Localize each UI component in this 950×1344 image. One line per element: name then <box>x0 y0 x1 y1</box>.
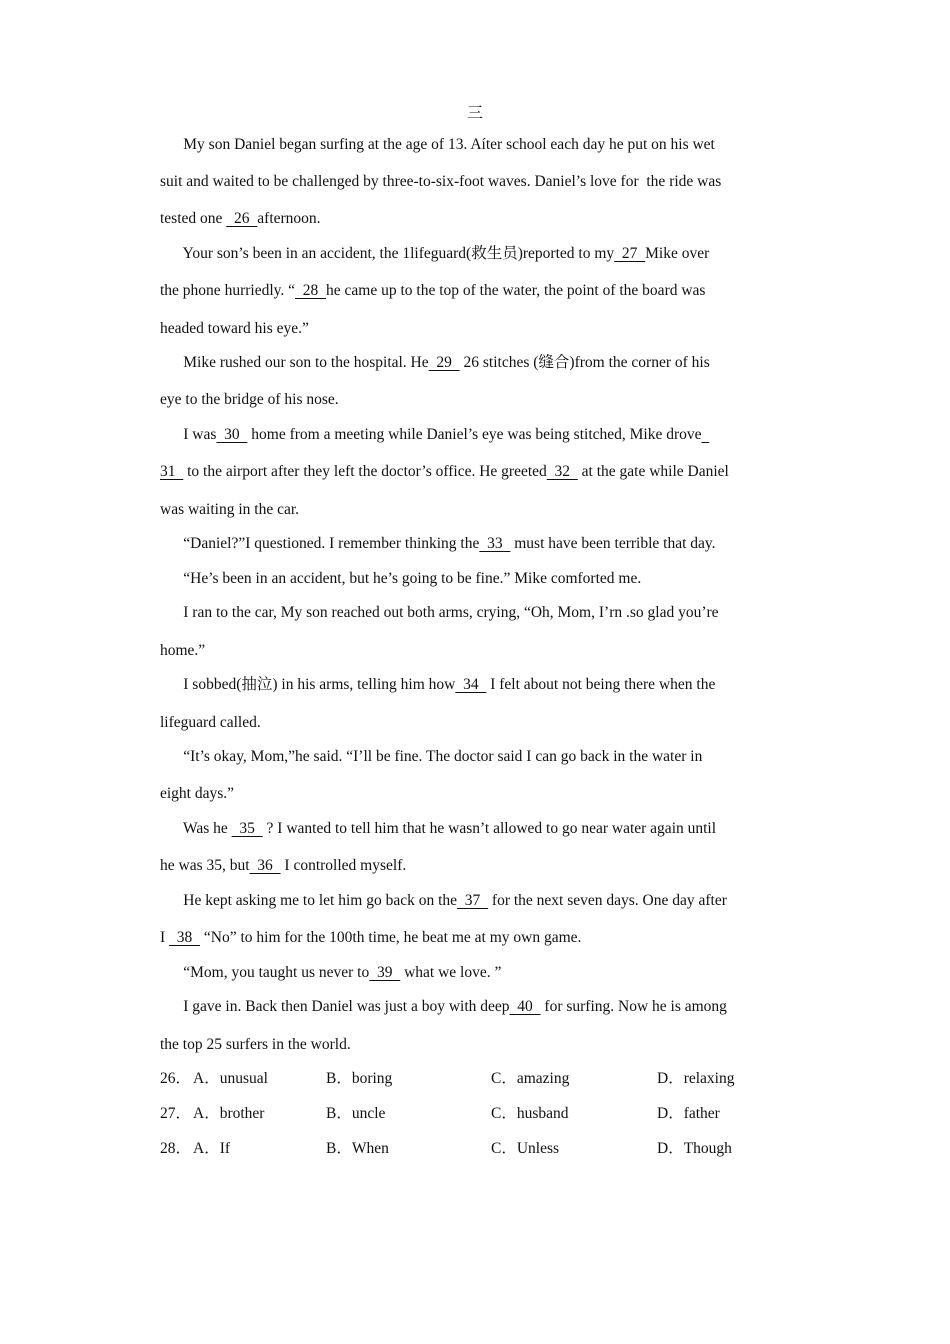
passage-line <box>160 713 261 733</box>
answer-blank <box>702 426 710 443</box>
answer-blank: 32 <box>546 463 578 480</box>
question-number: 26． <box>160 1070 192 1087</box>
passage-line <box>160 603 719 623</box>
passage-line <box>160 534 716 554</box>
section-heading: 三 <box>466 105 483 122</box>
passage-text: “It’s okay, Mom,”he said. “I’ll be fine. The doctor said I can go back in the water in <box>160 748 703 765</box>
passage-text: I sobbed(抽泣) in his arms, telling him how <box>160 676 456 693</box>
passage-text: I ran to the car, My son reached out both arms, crying, “Oh, Mom, I’rn .so glad you’re <box>160 604 719 621</box>
passage-line <box>160 997 727 1017</box>
answer-blank: 28 <box>295 282 327 299</box>
question-number: 27． <box>160 1105 192 1122</box>
passage-text: eight days.” <box>160 785 235 802</box>
passage-text: must have been terrible that day. <box>510 535 716 552</box>
passage-text: suit and waited to be challenged by three-to-six-foot waves. Daniel’s love for the ride was <box>160 173 722 190</box>
passage-line <box>160 390 339 410</box>
passage-text: home from a meeting while Daniel’s eye was being stitched, Mike drove <box>247 426 702 443</box>
passage-line <box>160 425 709 445</box>
passage-text: I was <box>160 426 217 443</box>
passage-line <box>160 319 309 339</box>
answer-blank: 37 <box>457 892 489 909</box>
answer-option: A．unusual <box>193 1070 268 1087</box>
passage-text: Mike over <box>645 245 710 262</box>
answer-blank: 26 <box>226 210 258 227</box>
answer-blank: 36 <box>249 857 281 874</box>
answer-option: B．When <box>326 1140 389 1157</box>
answer-blank: 27 <box>614 245 646 262</box>
passage-text: what we love. ” <box>400 964 502 981</box>
answer-option: C．amazing <box>491 1070 570 1087</box>
answer-option: A．If <box>193 1140 231 1157</box>
passage-text: I gave in. Back then Daniel was just a boy with deep <box>160 998 510 1015</box>
answer-option: B．boring <box>326 1070 393 1087</box>
passage-text: he was 35, but <box>160 857 250 874</box>
passage-line <box>160 928 581 948</box>
passage-text: I felt about not being there when the <box>486 676 716 693</box>
passage-text: Mike rushed our son to the hospital. He <box>160 354 429 371</box>
passage-line <box>160 281 705 301</box>
passage-text: to the airport after they left the doctor’s office. He greeted <box>183 463 547 480</box>
passage-line <box>160 353 710 373</box>
passage-text: he came up to the top of the water, the point of the board was <box>326 282 706 299</box>
passage-text: He kept asking me to let him go back on the <box>160 892 458 909</box>
answer-option: C．Unless <box>491 1140 560 1157</box>
passage-text: the top 25 surfers in the world. <box>160 1036 351 1053</box>
passage-text: “Mom, you taught us never to <box>160 964 370 981</box>
answer-option: C．husband <box>491 1105 569 1122</box>
answer-option: A．brother <box>193 1105 265 1122</box>
passage-line <box>160 209 321 229</box>
passage-text: at the gate while Daniel <box>577 463 729 480</box>
passage-line <box>160 675 715 695</box>
answer-option: D．father <box>657 1105 720 1122</box>
answer-option: D．relaxing <box>657 1070 735 1087</box>
passage-text: ? I wanted to tell him that he wasn’t allowed to go near water again until <box>262 820 717 837</box>
passage-text: Your son’s been in an accident, the 1lifeguard(救生员)reported to my <box>160 245 615 262</box>
passage-line <box>160 819 716 839</box>
passage-text: I <box>160 929 170 946</box>
passage-line <box>160 569 641 589</box>
passage-line <box>160 784 234 804</box>
passage-text: Was he <box>160 820 232 837</box>
passage-text: afternoon. <box>257 210 321 227</box>
passage-line <box>160 172 721 192</box>
passage-text: lifeguard called. <box>160 714 261 731</box>
passage-text: was waiting in the car. <box>160 501 300 518</box>
question-number: 28． <box>160 1140 192 1157</box>
passage-line <box>160 891 727 911</box>
answer-blank: 34 <box>455 676 487 693</box>
answer-blank: 31 <box>160 463 184 480</box>
passage-text: tested one <box>160 210 227 227</box>
passage-text: “He’s been in an accident, but he’s going to be fine.” Mike comforted me. <box>160 570 642 587</box>
passage-text: for surfing. Now he is among <box>540 998 727 1015</box>
passage-line <box>160 500 299 520</box>
passage-line <box>160 641 205 661</box>
answer-blank: 38 <box>169 929 201 946</box>
passage-text: home.” <box>160 642 206 659</box>
passage-line <box>160 856 406 876</box>
passage-text: 26 stitches (缝合)from the corner of his <box>459 354 710 371</box>
answer-blank: 40 <box>509 998 541 1015</box>
passage-text: eye to the bridge of his nose. <box>160 391 339 408</box>
passage-line <box>160 963 501 983</box>
answer-option: B．uncle <box>326 1105 386 1122</box>
passage-line <box>160 244 709 264</box>
answer-blank: 30 <box>216 426 248 443</box>
passage-line <box>160 462 729 482</box>
passage-text: “No” to him for the 100th time, he beat me at my own game. <box>200 929 582 946</box>
passage-line <box>160 747 702 767</box>
passage-text: for the next seven days. One day after <box>488 892 727 909</box>
passage-text: My son Daniel began surfing at the age of 13. Aíter school each day he put on his wet <box>160 136 715 153</box>
answer-blank: 35 <box>231 820 263 837</box>
passage-line <box>160 135 715 155</box>
answer-blank: 39 <box>369 964 401 981</box>
answer-option: D．Though <box>657 1140 732 1157</box>
passage-text: I controlled myself. <box>280 857 407 874</box>
passage-line <box>160 1035 351 1055</box>
answer-blank: 29 <box>428 354 460 371</box>
answer-blank: 33 <box>479 535 511 552</box>
passage-text: headed toward his eye.” <box>160 320 309 337</box>
passage-text: “Daniel?”I questioned. I remember thinking the <box>160 535 480 552</box>
passage-text: the phone hurriedly. “ <box>160 282 296 299</box>
